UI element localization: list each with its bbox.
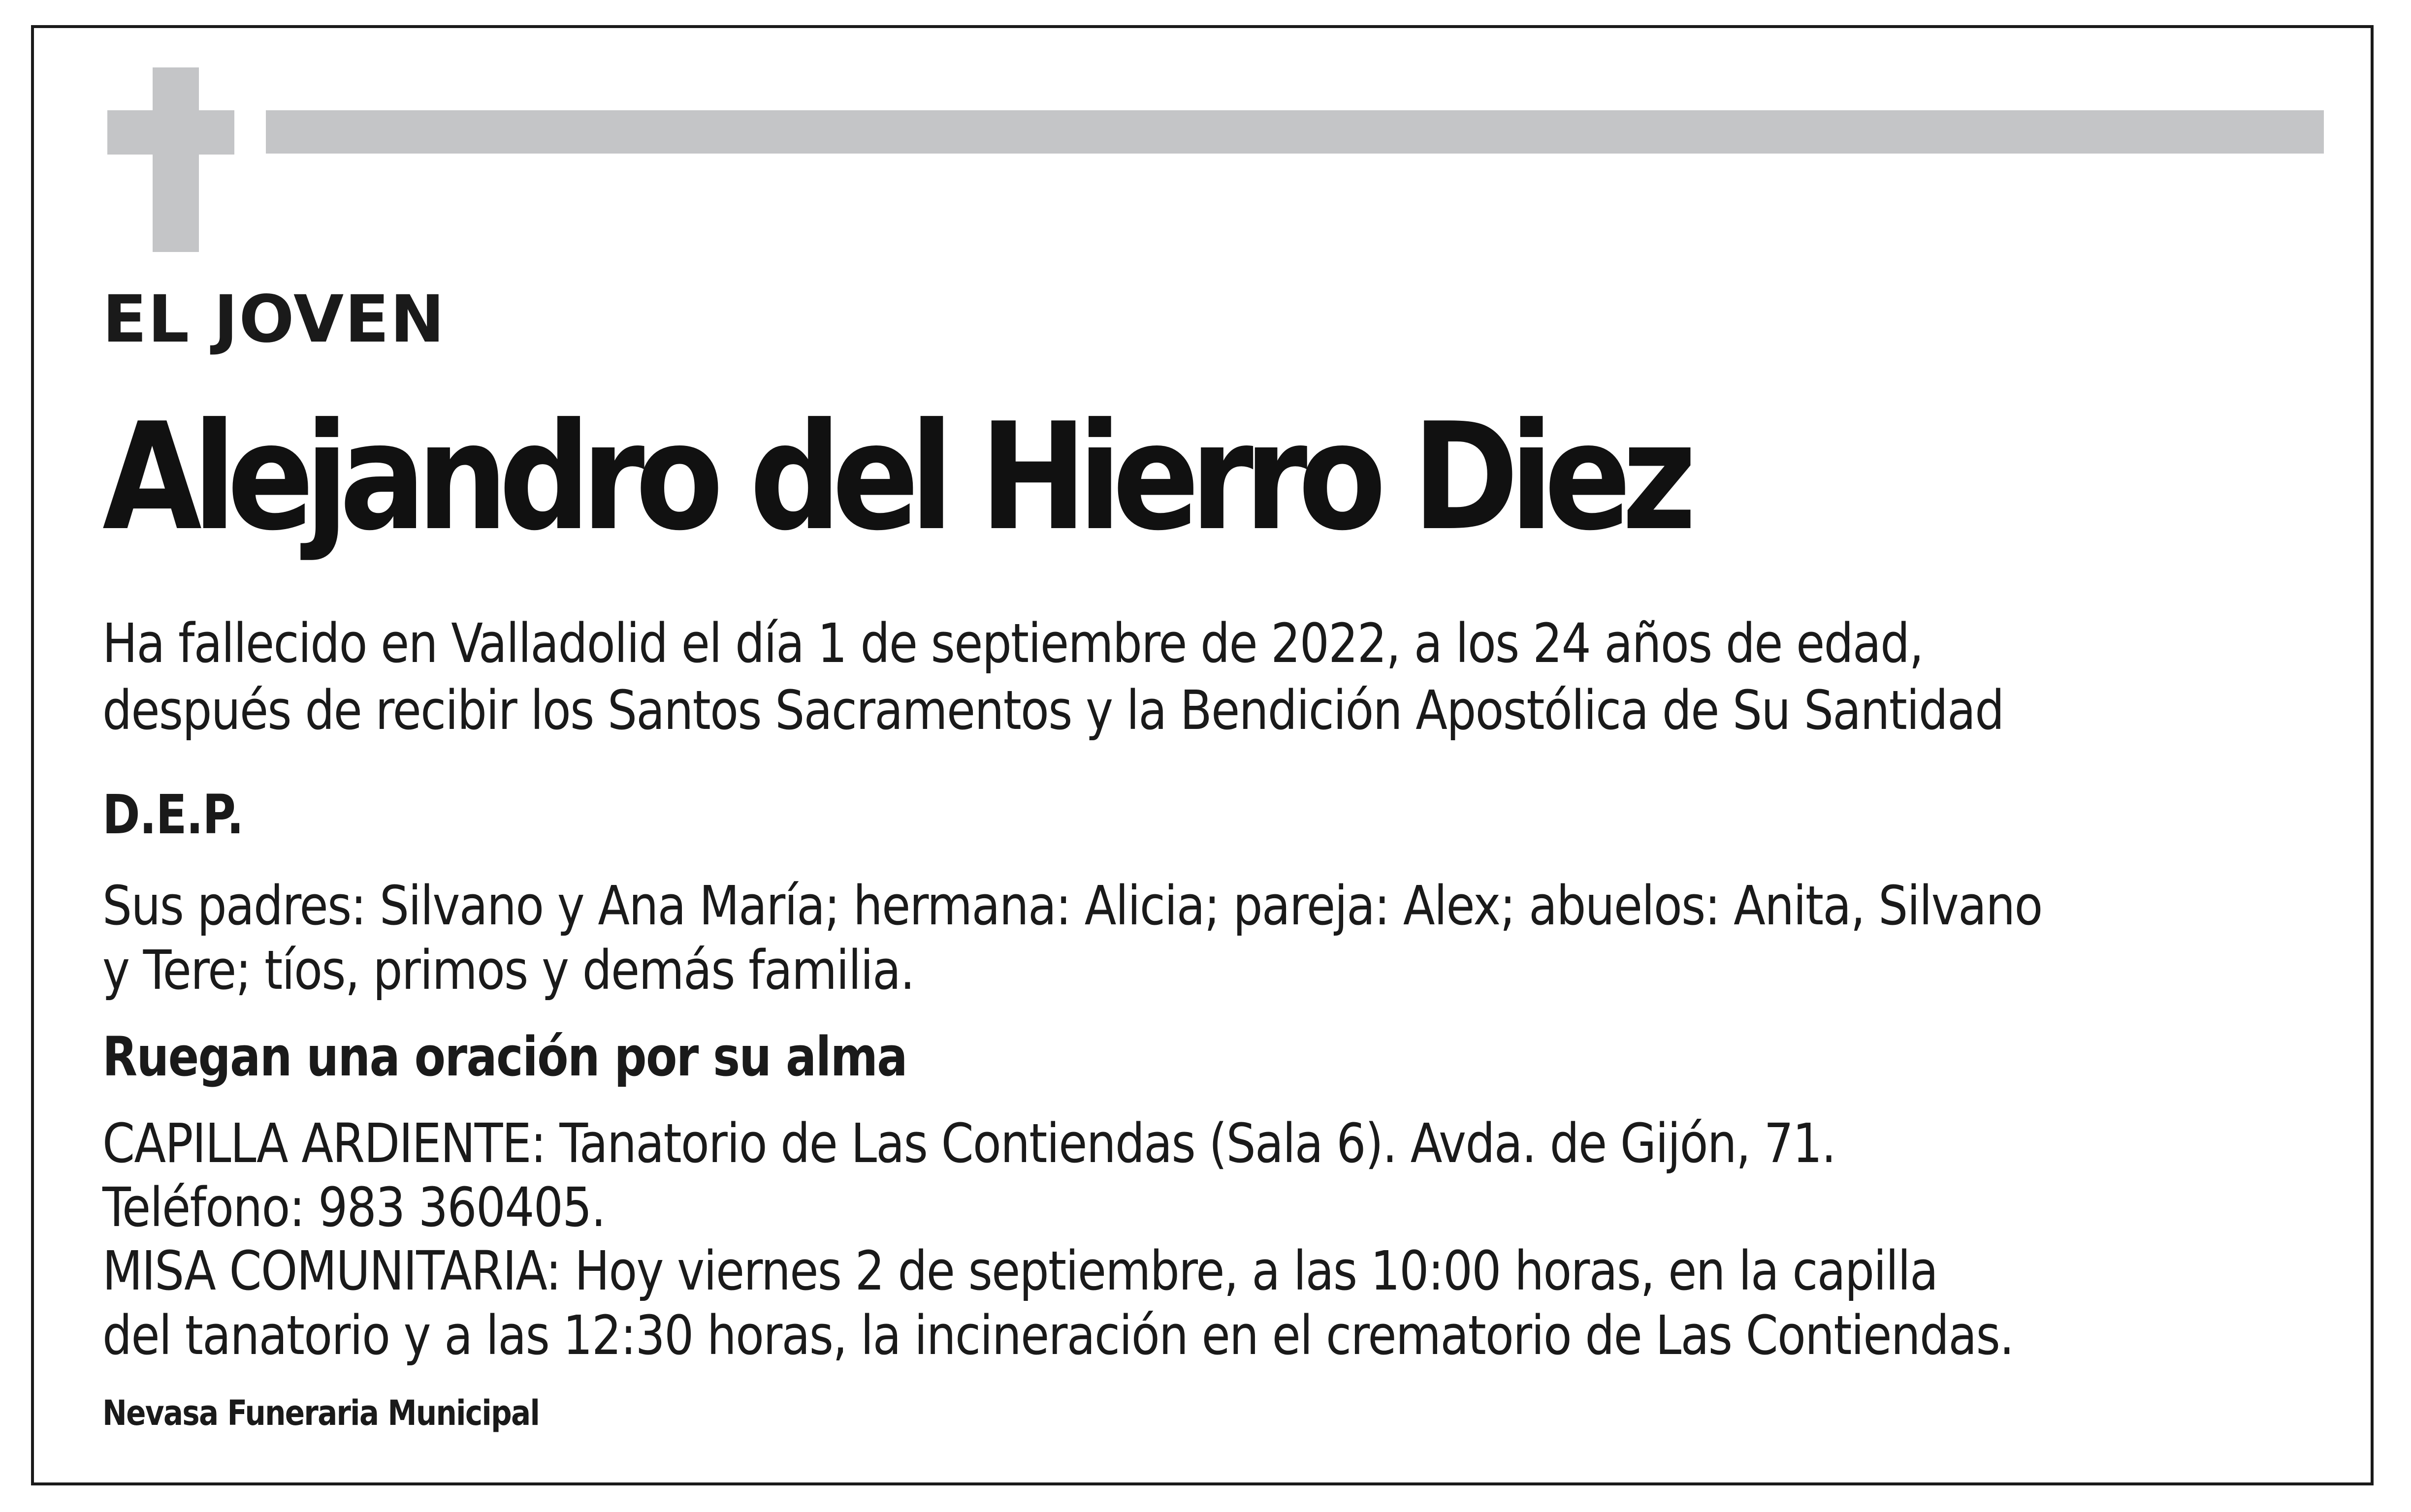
details-line: MISA COMUNITARIA: Hoy viernes 2 de septiembre, a las 10:00 horas, en la capilla bbox=[102, 1239, 1938, 1302]
announcement-line: Ha fallecido en Valladolid el día 1 de septiembre de 2022, a los 24 años de edad, bbox=[102, 612, 1923, 675]
announcement-line: después de recibir los Santos Sacramentos y la Bendición Apostólica de Su Santidad bbox=[102, 679, 2004, 742]
family-line: y Tere; tíos, primos y demás familia. bbox=[102, 939, 914, 1002]
details-line: del tanatorio y a las 12:30 horas, la incineración en el crematorio de Las Contiendas. bbox=[102, 1304, 2014, 1367]
details-line: CAPILLA ARDIENTE: Tanatorio de Las Contiendas (Sala 6). Avda. de Gijón, 71. bbox=[102, 1112, 1835, 1175]
details-line: Teléfono: 983 360405. bbox=[102, 1176, 606, 1239]
cross-horizontal-bar bbox=[107, 110, 234, 155]
notice-subtitle: EL JOVEN bbox=[102, 282, 446, 357]
header-rule bbox=[266, 110, 2324, 154]
funeral-home: Nevasa Funeraria Municipal bbox=[102, 1393, 540, 1433]
family-line: Sus padres: Silvano y Ana María; hermana: Alicia; pareja: Alex; abuelos: Anita, Silvano bbox=[102, 874, 2042, 937]
rip-label: D.E.P. bbox=[102, 783, 243, 846]
prayer-request: Ruegan una oración por su alma bbox=[102, 1025, 907, 1088]
deceased-name: Alejandro del Hierro Diez bbox=[102, 391, 1687, 563]
cross-vertical-bar bbox=[153, 67, 199, 252]
